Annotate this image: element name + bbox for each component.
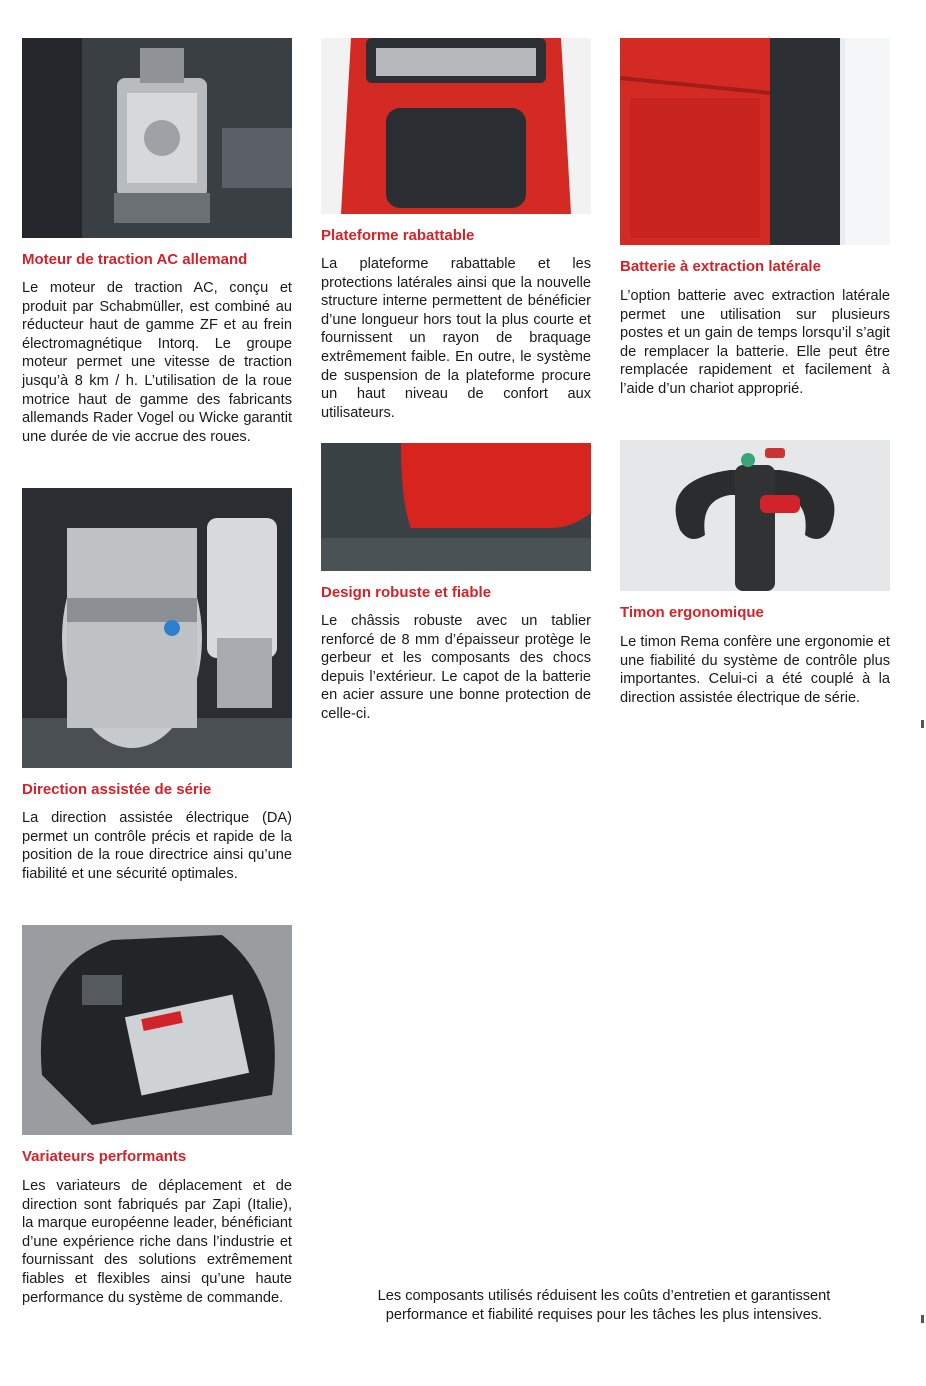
section-title-variateurs: Variateurs performants — [22, 1148, 187, 1165]
section-text-direction: La direction assistée électrique (DA) permet un contrôle précis et rapide de la position de la roue directrice ainsi qu’une fiabilité et une sécurité optimales. — [22, 810, 292, 882]
section-title-plateforme: Plateforme rabattable — [321, 227, 475, 244]
section-title-timon: Timon ergonomique — [620, 604, 764, 621]
platform-photo — [321, 38, 591, 214]
section-title-design: Design robuste et fiable — [321, 584, 492, 601]
page-edge-mark — [921, 720, 924, 728]
section-title-direction: Direction assistée de série — [22, 781, 212, 798]
chassis-photo — [321, 443, 591, 571]
steering-photo — [22, 488, 292, 768]
section-text-design: Le châssis robuste avec un tablier renforcé de 8 mm d’épaisseur protège le gerbeur et les composants des chocs depuis l’extérieur. Le capot de la batterie en acier assure une bonne protection de celle-ci. — [321, 613, 591, 722]
controller-photo — [22, 925, 292, 1135]
section-text-plateforme: La plateforme rabattable et les protections latérales ainsi que la nouvelle structure interne permettent de bénéficier d’une longueur hors tout la plus courte et fournissent un rayon de braquage extrêmement faible. En outre, le système de suspension de la plateforme procure un haut niveau de confort aux utilisateurs. — [321, 256, 591, 421]
section-text-moteur: Le moteur de traction AC, conçu et produit par Schabmüller, est combiné au réducteur haut de gamme ZF et au frein électromagnétique Intorq. Le groupe moteur permet une vitesse de traction jusqu’à 8 km / h. L’utilisation de la roue motrice haut de gamme des fabricants allemands Rader Vogel ou Wicke garantit une durée de vie accrue des roues. — [22, 280, 292, 445]
tiller-photo — [620, 440, 890, 591]
page-edge-mark — [921, 1315, 924, 1323]
section-text-timon: Le timon Rema confère une ergonomie et une fiabilité du système de contrôle plus importantes. Celui-ci a été couplé à la direction assistée électrique de série. — [620, 634, 890, 706]
battery-photo — [620, 38, 890, 245]
section-text-variateurs: Les variateurs de déplacement et de direction sont fabriqués par Zapi (Italie), la marque européenne leader, bénéficiant d’une expérience riche dans l’industrie et fournissant des solutions extrêmement fiables et flexibles ainsi qu’une haute performance du système de commande. — [22, 1178, 292, 1306]
section-title-batterie: Batterie à extraction latérale — [620, 258, 821, 275]
section-title-moteur: Moteur de traction AC allemand — [22, 251, 248, 268]
footer-note: Les composants utilisés réduisent les coûts d’entretien et garantissent performance et fiabilité requises pour les tâches les plus intensives. — [377, 1288, 831, 1323]
motor-photo — [22, 38, 292, 238]
section-text-batterie: L’option batterie avec extraction latérale permet une utilisation sur plusieurs postes et un gain de temps lorsqu’il s’agit de remplacer la batterie. Elle peut être remplacée rapidement et facilement à l’aide d’un chariot approprié. — [620, 288, 890, 397]
